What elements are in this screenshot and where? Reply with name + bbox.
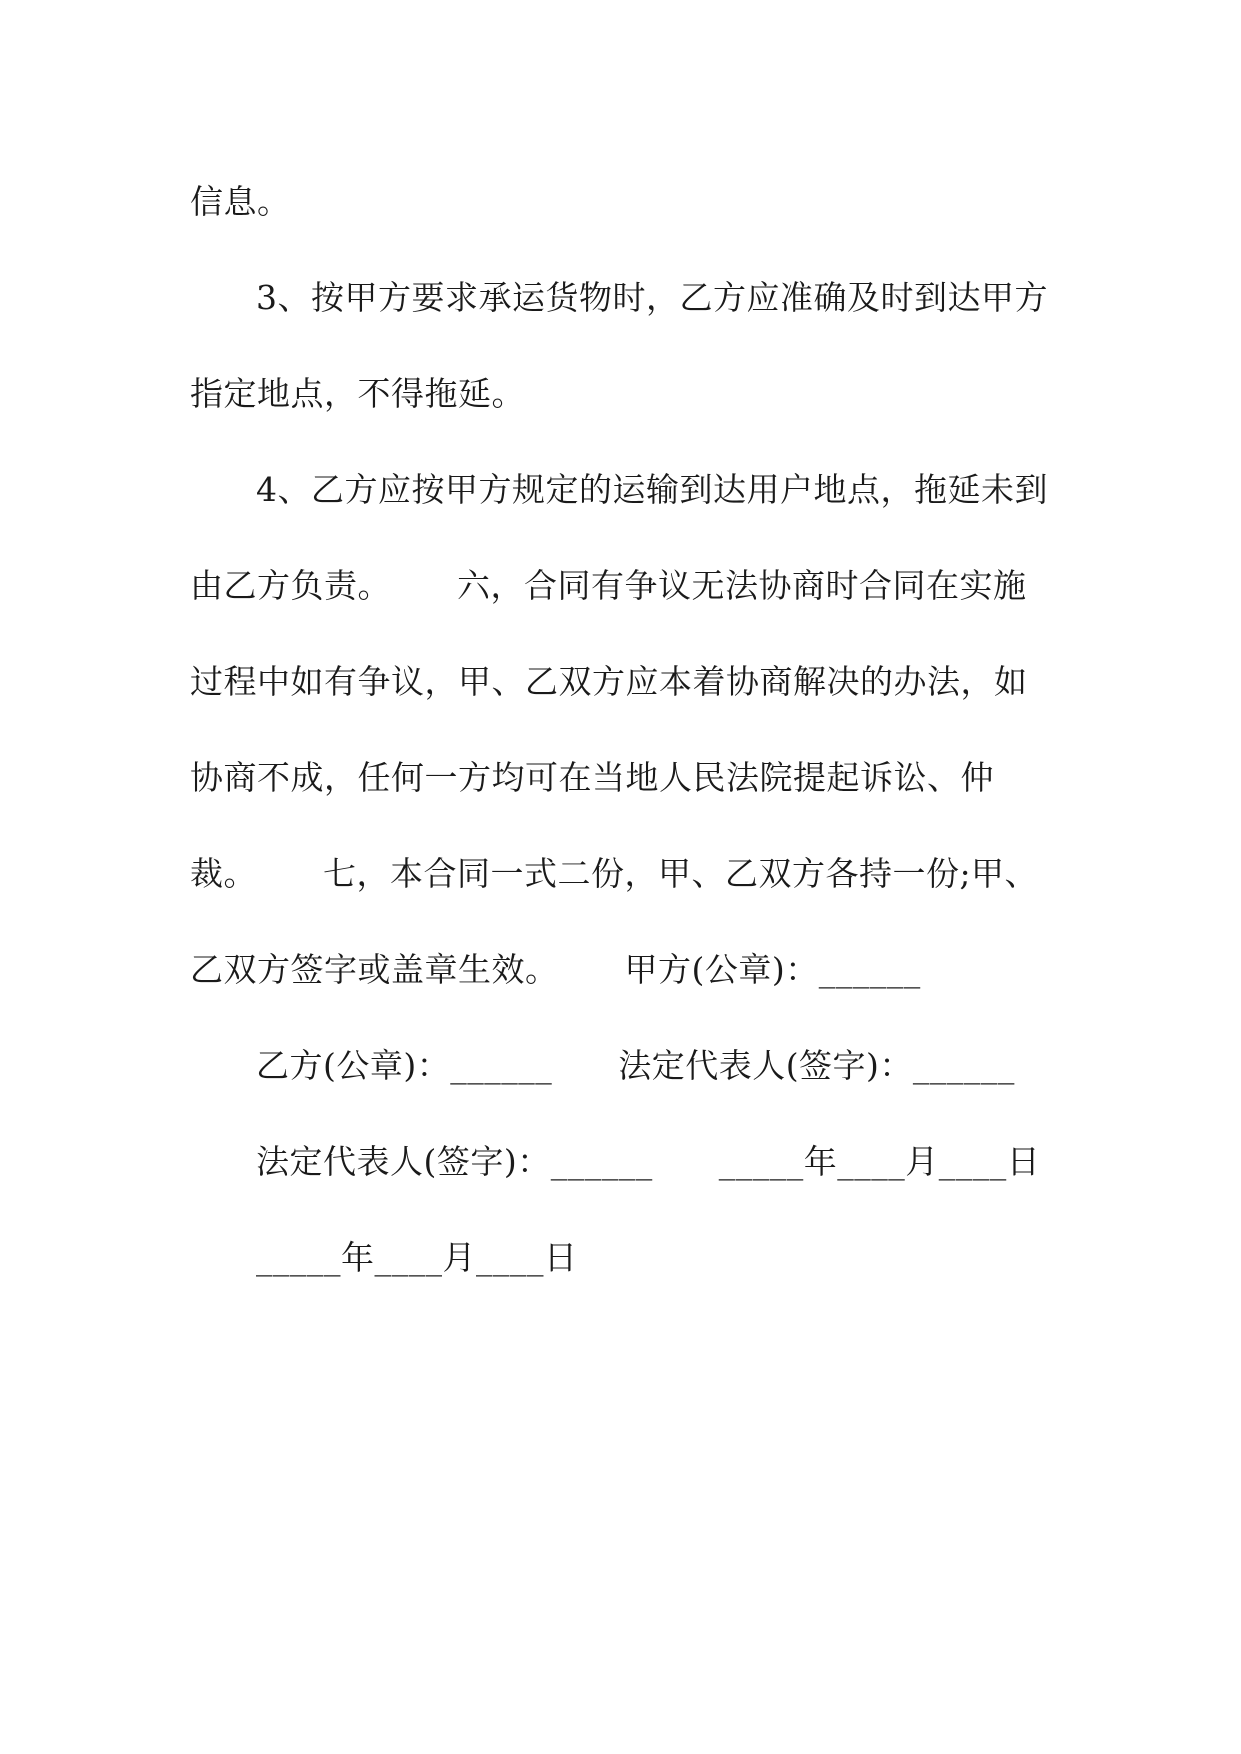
text-line-2: 3、按甲方要求承运货物时，乙方应准确及时到达甲方 [256, 278, 1048, 317]
text-line-9: 乙双方签字或盖章生效。 甲方(公章)：______ [190, 950, 921, 989]
text-line-3: 指定地点，不得拖延。 [190, 374, 525, 413]
signature-line-representative: 法定代表人(签字)：______ _____年____月____日 [256, 1142, 1041, 1181]
text-line-5: 由乙方负责。 六，合同有争议无法协商时合同在实施 [190, 566, 1027, 605]
text-line-6: 过程中如有争议，甲、乙双方应本着协商解决的办法，如 [190, 662, 1028, 701]
text-line-4: 4、乙方应按甲方规定的运输到达用户地点，拖延未到 [256, 470, 1048, 509]
date-line: _____年____月____日 [256, 1238, 578, 1277]
text-line-8: 裁。 七，本合同一式二份，甲、乙双方各持一份;甲、 [190, 854, 1039, 893]
signature-line-party-b: 乙方(公章)：______ 法定代表人(签字)：______ [256, 1046, 1015, 1085]
text-line-7: 协商不成，任何一方均可在当地人民法院提起诉讼、仲 [190, 758, 994, 797]
text-line-1: 信息。 [190, 182, 291, 221]
